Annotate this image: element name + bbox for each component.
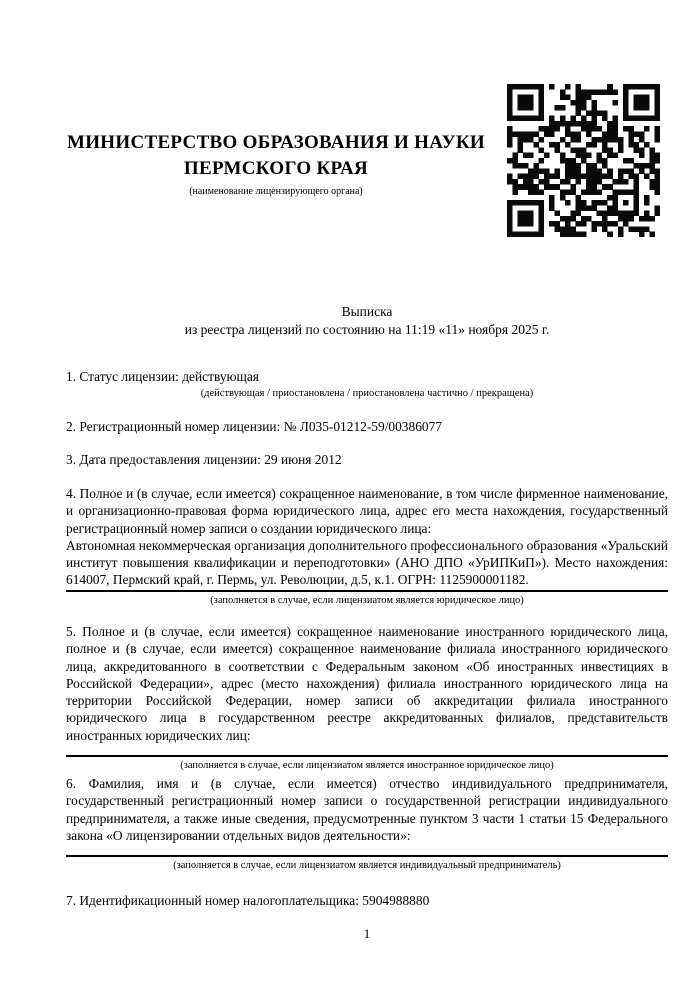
- item-1-label: 1. Статус лицензии: действующая: [66, 369, 259, 384]
- item-4-legal-entity: [66, 485, 668, 607]
- item-6-fill-line: [66, 855, 668, 857]
- item-7-label: 7. Идентификационный номер налогоплательщика: 5904988880: [66, 893, 430, 908]
- item-7-taxpayer-number: [66, 892, 668, 909]
- item-4-fill-line: [66, 590, 668, 592]
- item-6-individual-entrepreneur: [66, 775, 668, 872]
- item-1-note: (действующая / приостановлена / приостановлена частично / прекращена): [200, 388, 534, 400]
- item-5-foreign-entity: [66, 623, 668, 772]
- document-title: [66, 303, 668, 339]
- ministry-name-line1: МИНИСТЕРСТВО ОБРАЗОВАНИЯ И НАУКИ: [66, 132, 486, 153]
- item-5-note: (заполняется в случае, если лицензиатом является иностранное юридическое лицо): [180, 760, 554, 772]
- document-title-line2: из реестра лицензий по состоянию на 11:19 «11» ноября 2025 г.: [184, 322, 550, 337]
- item-6-paragraph: 6. Фамилия, имя и (в случае, если имеется) отчество индивидуального предпринимателя, государственный регистрационный номер записи о государственной регистрации индивидуального предпринимателя, а также иные сведения, предусмотренные пунктом 3 части 1 статьи 15 Федерального закона «О лицензировании отдельных видов деятельности»:: [66, 776, 668, 843]
- item-1-license-status: [66, 368, 668, 400]
- qr-code: [507, 84, 660, 237]
- item-4-value: Автономная некоммерческая организация дополнительного профессионального образования «Уральский институт повышения квалификации и переподготовки» (АНО ДПО «УрИПКиП»). Место нахождения: 614007, Пермский край, г. Пермь, ул. Революции, д.5, к.1. ОГРН: 1125900001182.: [66, 537, 668, 588]
- item-6-note: (заполняется в случае, если лицензиатом является индивидуальный предприниматель): [173, 860, 561, 872]
- document-title-line1: Выписка: [341, 304, 393, 319]
- item-3-label: 3. Дата предоставления лицензии: 29 июня 2012: [66, 452, 342, 467]
- item-3-license-date: [66, 451, 668, 468]
- licensing-authority-header: [46, 130, 506, 198]
- authority-caption: (наименование лицензирующего органа): [189, 186, 363, 197]
- item-4-paragraph: 4. Полное и (в случае, если имеется) сокращенное наименование, в том числе фирменное наименование, и организационно-правовая форма юридического лица, адрес его места нахождения, государственный регистрационный номер записи о создании юридического лица:: [66, 486, 668, 536]
- item-2-label: 2. Регистрационный номер лицензии: № Л035-01212-59/00386077: [66, 419, 442, 434]
- item-2-registration-number: [66, 418, 668, 435]
- qr-code-container: [507, 84, 660, 237]
- page-number: 1: [363, 926, 371, 941]
- ministry-name-line2: ПЕРМСКОГО КРАЯ: [183, 158, 369, 179]
- item-5-fill-line: [66, 755, 668, 757]
- item-5-paragraph: 5. Полное и (в случае, если имеется) сокращенное наименование иностранного юридического лица, полное и (в случае, если имеется) сокращенное наименование филиала иностранного юридического лица, аккредитованного в соответствии с Федеральным законом «Об иностранных инвестициях в Российской Федерации», адрес (место нахождения) филиала иностранного юридического лица на территории Российской Федерации, номер записи об аккредитации филиала иностранного юридического лица в государственном реестре аккредитованных филиалов, представительств иностранных юридических лиц:: [66, 624, 668, 743]
- item-4-note: (заполняется в случае, если лицензиатом является юридическое лицо): [210, 594, 524, 606]
